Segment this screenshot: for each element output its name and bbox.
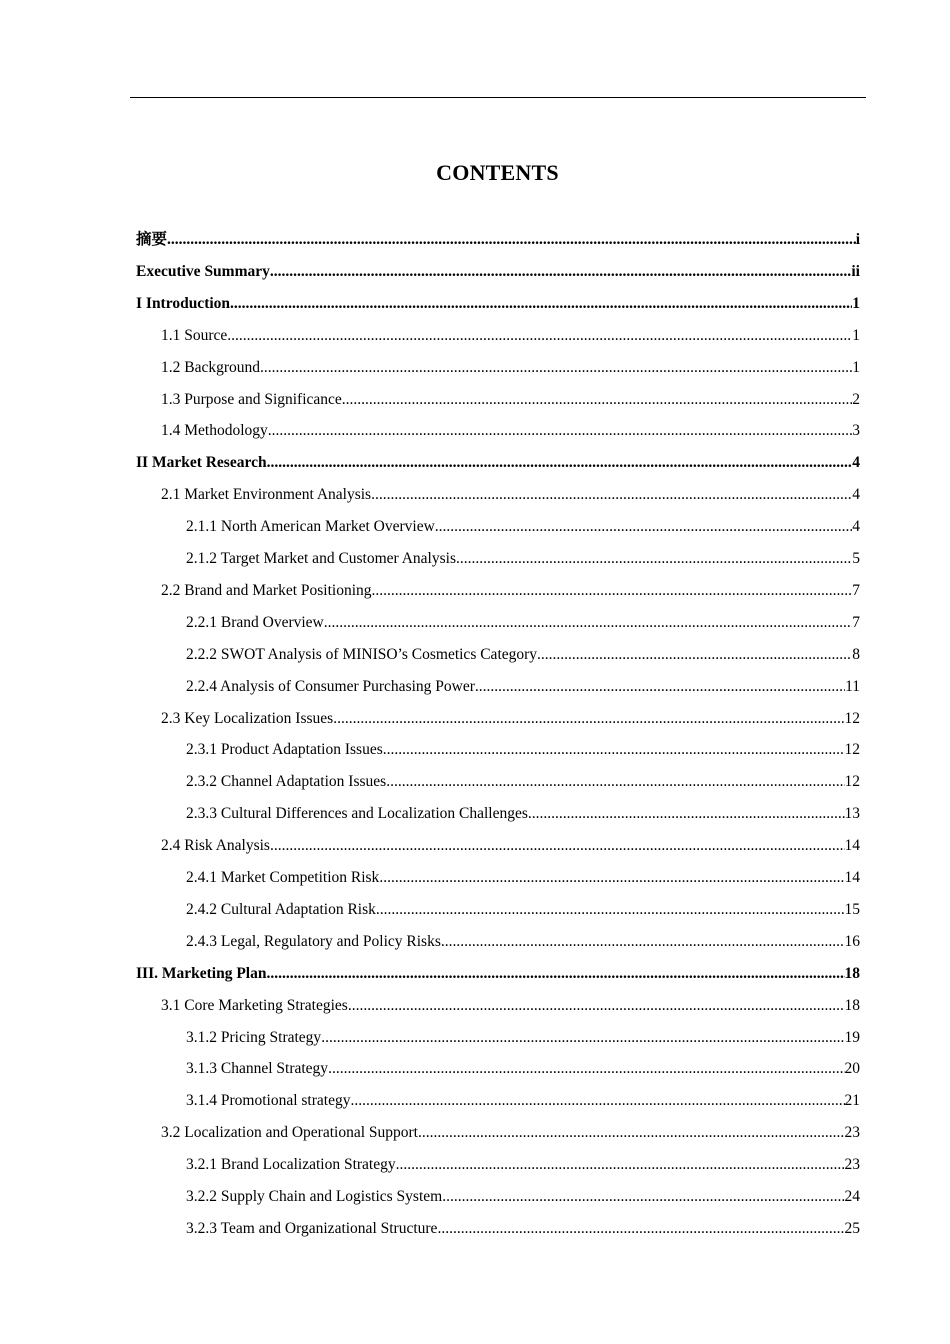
toc-entry[interactable] [161,326,860,346]
toc-entry[interactable] [186,1187,860,1207]
toc-entry-label: 2.3.2 Channel Adaptation Issues [186,773,387,791]
toc-entry-page-number: 21 [844,1092,860,1110]
toc-entry[interactable] [186,1091,860,1111]
toc-entry-label: 1.1 Source [161,326,228,344]
toc-entry-page-number: 2 [852,390,860,408]
toc-entry-label: 摘要 [136,231,168,248]
toc-entry[interactable] [136,453,860,473]
toc-entry[interactable] [161,485,860,505]
toc-entry-page-number: 5 [852,550,860,567]
toc-entry-page-number: 7 [852,581,860,599]
toc-entry-label: 2.1.1 North American Market Overview [186,518,435,536]
toc-entry[interactable] [186,740,860,760]
toc-entry-page-number: 12 [844,773,860,791]
toc-entry[interactable] [186,1059,860,1079]
toc-dot-leader [435,517,852,537]
toc-entry-page-number: 4 [852,454,860,472]
toc-entry-page-number: 7 [852,613,860,631]
toc-entry-label: I Introduction [136,294,231,312]
toc-entry-label: III. Marketing Plan [136,964,267,982]
toc-entry[interactable] [161,836,860,856]
toc-entry-page-number: 16 [844,932,860,950]
toc-dot-leader [167,230,856,250]
toc-dot-leader [372,581,853,601]
toc-entry[interactable] [161,996,860,1016]
toc-entry[interactable] [186,804,860,824]
toc-dot-leader [324,613,853,633]
toc-entry-page-number: 12 [844,741,860,759]
toc-entry[interactable] [161,390,860,410]
toc-entry-page-number: 1 [852,326,860,344]
toc-dot-leader [328,1059,844,1079]
toc-dot-leader [270,262,851,282]
toc-entry-label: 3.1.2 Pricing Strategy [186,1028,322,1046]
toc-entry-label: 3.1 Core Marketing Strategies [161,996,348,1014]
toc-dot-leader [442,1187,844,1207]
toc-entry[interactable] [186,613,860,633]
toc-entry[interactable] [136,964,860,984]
toc-entry-label: 2.1.2 Target Market and Customer Analysis [186,550,456,567]
toc-entry-label: 2.1 Market Environment Analysis [161,486,372,504]
toc-entry[interactable] [186,549,860,569]
toc-entry[interactable] [186,1028,860,1048]
toc-entry-page-number: 3 [852,422,860,440]
toc-entry-label: 2.3 Key Localization Issues [161,709,334,727]
toc-entry-page-number: 1 [852,294,860,312]
toc-dot-leader [230,294,852,314]
toc-entry[interactable] [186,517,860,537]
toc-dot-leader [396,1155,845,1175]
toc-dot-leader [321,1028,844,1048]
toc-dot-leader [267,453,853,473]
toc-dot-leader [260,358,852,378]
toc-entry-label: 2.2.4 Analysis of Consumer Purchasing Power [186,677,475,695]
toc-entry-label: 3.2.2 Supply Chain and Logistics System [186,1188,443,1205]
toc-entry-label: 2.3.1 Product Adaptation Issues [186,741,383,759]
toc-entry-label: 2.4 Risk Analysis [161,837,270,855]
toc-entry-label: 2.2.1 Brand Overview [186,613,324,631]
toc-entry-page-number: 4 [852,486,860,504]
toc-dot-leader [537,645,852,665]
toc-dot-leader [350,1091,844,1111]
toc-entry-label: 3.2 Localization and Operational Support [161,1124,418,1142]
toc-dot-leader [379,868,844,888]
toc-entry[interactable] [161,709,860,729]
toc-entry-label: 2.2.2 SWOT Analysis of MINISO’s Cosmetics Category [186,645,538,663]
toc-entry[interactable] [186,868,860,888]
toc-entry[interactable] [161,581,860,601]
toc-dot-leader [371,485,852,505]
toc-entry-page-number: 18 [844,996,860,1014]
toc-entry-label: 3.1.3 Channel Strategy [186,1060,329,1078]
toc-entry-page-number: i [855,231,860,248]
toc-entry-page-number: 14 [844,869,860,886]
toc-dot-leader [528,804,845,824]
toc-entry-page-number: 11 [845,677,860,695]
toc-entry-page-number: 12 [844,709,860,727]
toc-entry[interactable] [186,677,860,697]
toc-entry-page-number: 23 [844,1156,860,1174]
toc-entry-label: 2.3.3 Cultural Differences and Localization Challenges [186,805,528,823]
toc-entry-label: 3.2.3 Team and Organizational Structure [186,1219,438,1237]
toc-entry[interactable] [136,262,860,282]
toc-entry-page-number: 24 [844,1188,860,1205]
toc-dot-leader [342,390,852,410]
toc-entry-page-number: 19 [844,1028,860,1046]
toc-entry-label: 3.2.1 Brand Localization Strategy [186,1156,396,1174]
toc-entry[interactable] [186,1219,860,1239]
toc-entry[interactable] [161,358,860,378]
toc-entry-label: 1.3 Purpose and Significance [161,390,342,408]
toc-dot-leader [437,1219,844,1239]
toc-dot-leader [418,1123,845,1143]
toc-dot-leader [268,421,852,441]
toc-entry-label: 3.1.4 Promotional strategy [186,1092,351,1110]
toc-entry-page-number: 18 [844,964,860,982]
toc-entry[interactable] [186,1155,860,1175]
toc-entry[interactable] [186,932,860,952]
toc-entry-label: II Market Research [136,454,267,472]
toc-entry-page-number: 15 [844,900,860,918]
toc-entry-page-number: 4 [852,518,860,536]
toc-entry[interactable] [186,772,860,792]
toc-entry-label: 1.4 Methodology [161,422,268,440]
toc-entry-page-number: 23 [844,1124,860,1142]
toc-dot-leader [270,836,845,856]
toc-entry-page-number: 1 [852,358,860,376]
toc-entry[interactable] [161,421,860,441]
toc-entry-page-number: 20 [844,1060,860,1078]
toc-entry-page-number: ii [851,262,860,280]
toc-entry-page-number: 13 [844,805,860,823]
toc-entry[interactable] [186,645,860,665]
toc-dot-leader [456,549,852,569]
toc-dot-leader [266,964,844,984]
toc-entry-label: 2.2 Brand and Market Positioning [161,581,372,599]
toc-entry-label: 1.2 Background [161,358,261,376]
toc-dot-leader [386,772,844,792]
toc-entry[interactable] [161,1123,860,1143]
toc-dot-leader [441,932,845,952]
toc-entry[interactable] [136,230,860,250]
toc-entry-label: Executive Summary [136,262,270,280]
toc-entry[interactable] [186,900,860,920]
toc-entry[interactable] [136,294,860,314]
toc-entry-label: 2.4.1 Market Competition Risk [186,869,380,886]
toc-dot-leader [227,326,852,346]
toc-entry-page-number: 14 [844,837,860,855]
toc-dot-leader [333,709,844,729]
toc-entry-label: 2.4.3 Legal, Regulatory and Policy Risks [186,932,441,950]
toc-dot-leader [376,900,845,920]
toc-dot-leader [475,677,845,697]
toc-entry-page-number: 25 [844,1219,860,1237]
toc-dot-leader [348,996,845,1016]
toc-dot-leader [383,740,845,760]
toc-entry-label: 2.4.2 Cultural Adaptation Risk [186,900,376,918]
page-title: CONTENTS [436,160,559,185]
toc-entry-page-number: 8 [852,645,860,663]
